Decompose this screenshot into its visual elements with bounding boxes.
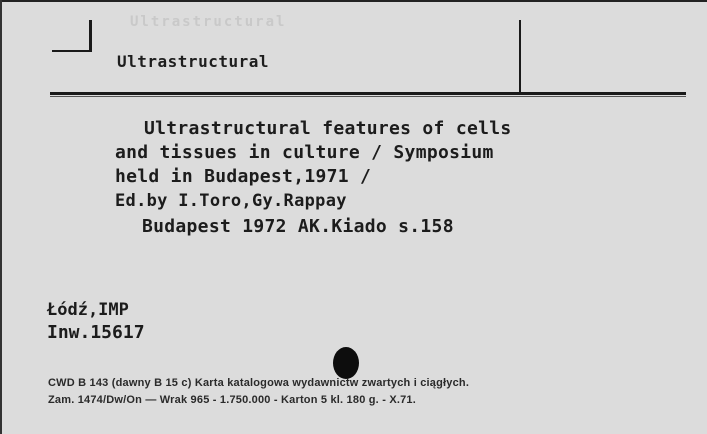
- entry-line-5: Budapest 1972 AK.Kiado s.158: [142, 216, 454, 237]
- footer-line-2: Zam. 1474/Dw/On — Wrak 965 - 1.750.000 - Karton 5 kl. 180 g. - X.71.: [48, 394, 417, 406]
- inventory-number: Inw.15617: [47, 322, 145, 343]
- header-divider-vertical: [519, 20, 521, 94]
- faded-header-text: Ultrastructural: [130, 14, 287, 30]
- header-rule: [50, 92, 686, 95]
- card-left-edge: [0, 0, 2, 434]
- subject-heading: Ultrastructural: [117, 52, 269, 71]
- footer-line-1: CWD B 143 (dawny B 15 c) Karta katalogowa wydawnictw zwartych i ciągłych.: [48, 377, 470, 389]
- entry-line-4: Ed.by I.Toro,Gy.Rappay: [115, 191, 347, 211]
- header-rule-thin: [50, 96, 686, 97]
- entry-line-3: held in Budapest,1971 /: [115, 166, 372, 187]
- entry-line-2: and tissues in culture / Symposium: [115, 142, 494, 163]
- card-top-edge: [0, 0, 707, 2]
- library-location: Łódź,IMP: [47, 300, 129, 320]
- punch-hole: [333, 347, 359, 379]
- header-corner-mark-horizontal: [52, 50, 92, 52]
- entry-line-1: Ultrastructural features of cells: [144, 118, 512, 139]
- header-corner-mark: [89, 20, 92, 52]
